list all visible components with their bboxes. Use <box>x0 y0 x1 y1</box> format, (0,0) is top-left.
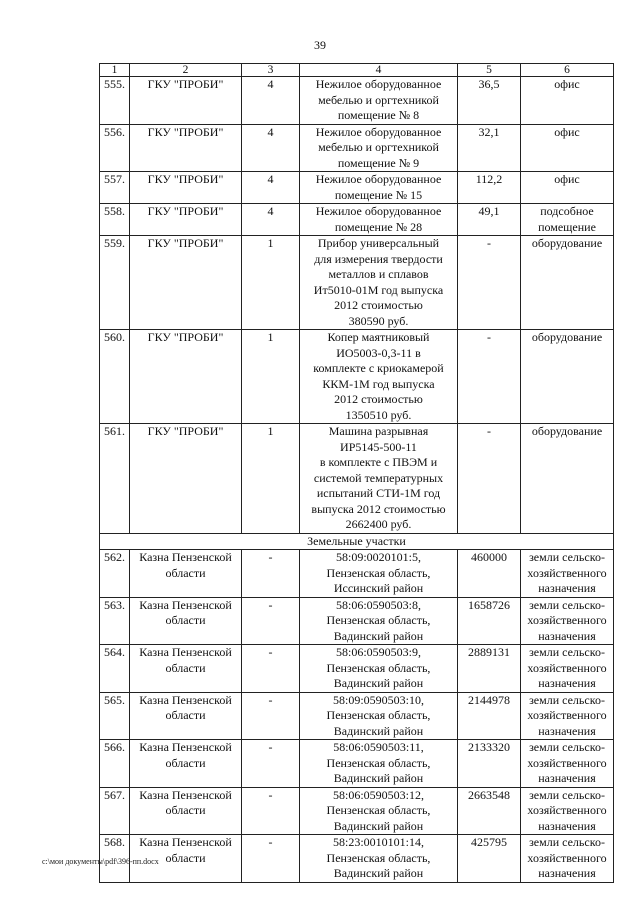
description-cell: Нежилое оборудованное мебелью и оргтехникой помещение № 9 <box>300 124 458 172</box>
row-number: 562. <box>100 550 130 598</box>
description-cell: 58:06:0590503:12, Пензенская область, Вадинский район <box>300 787 458 835</box>
column-header: 1 <box>100 64 130 77</box>
row-number: 564. <box>100 645 130 693</box>
description-cell: 58:09:0590503:10, Пензенская область, Вадинский район <box>300 692 458 740</box>
quantity-cell: - <box>242 550 300 598</box>
table-row <box>100 645 614 693</box>
table-row <box>100 204 614 236</box>
column-number-row <box>100 64 614 77</box>
quantity-cell: 4 <box>242 204 300 236</box>
quantity-cell: - <box>242 835 300 883</box>
owner-cell: ГКУ "ПРОБИ" <box>130 77 242 125</box>
table-row <box>100 124 614 172</box>
section-row <box>100 533 614 550</box>
land-plot-rows <box>100 550 614 883</box>
quantity-cell: 4 <box>242 124 300 172</box>
owner-cell: ГКУ "ПРОБИ" <box>130 172 242 204</box>
purpose-cell: офис <box>521 124 614 172</box>
purpose-cell: оборудование <box>521 424 614 534</box>
area-cell: 425795 <box>458 835 521 883</box>
owner-cell: ГКУ "ПРОБИ" <box>130 236 242 330</box>
purpose-cell: оборудование <box>521 330 614 424</box>
purpose-cell: земли сельско- хозяйственного назначения <box>521 787 614 835</box>
purpose-cell: оборудование <box>521 236 614 330</box>
area-cell: 49,1 <box>458 204 521 236</box>
quantity-cell: - <box>242 597 300 645</box>
description-cell: 58:06:0590503:11, Пензенская область, Вадинский район <box>300 740 458 788</box>
area-cell: 1658726 <box>458 597 521 645</box>
area-cell: - <box>458 424 521 534</box>
area-cell: 32,1 <box>458 124 521 172</box>
table-row <box>100 550 614 598</box>
area-cell: - <box>458 330 521 424</box>
quantity-cell: 4 <box>242 77 300 125</box>
row-number: 560. <box>100 330 130 424</box>
description-cell: Нежилое оборудованное мебелью и оргтехникой помещение № 8 <box>300 77 458 125</box>
section-row-group <box>100 533 614 550</box>
description-cell: Копер маятниковый ИО5003-0,3-11 в комплекте с криокамерой ККМ-1М год выпуска 2012 стоимостью 1350510 руб. <box>300 330 458 424</box>
description-cell: 58:06:0590503:9, Пензенская область, Вадинский район <box>300 645 458 693</box>
description-cell: 58:09:0020101:5, Пензенская область, Иссинский район <box>300 550 458 598</box>
quantity-cell: 1 <box>242 236 300 330</box>
quantity-cell: 1 <box>242 330 300 424</box>
owner-cell: Казна Пензенской области <box>130 835 242 883</box>
column-header: 5 <box>458 64 521 77</box>
column-header: 6 <box>521 64 614 77</box>
quantity-cell: 1 <box>242 424 300 534</box>
description-cell: Машина разрывная ИР5145-500-11 в комплекте с ПВЭМ и системой температурных испытаний СТИ-1М год выпуска 2012 стоимостью 2662400 руб. <box>300 424 458 534</box>
area-cell: - <box>458 236 521 330</box>
owner-cell: ГКУ "ПРОБИ" <box>130 424 242 534</box>
area-cell: 36,5 <box>458 77 521 125</box>
row-number: 561. <box>100 424 130 534</box>
owner-cell: Казна Пензенской области <box>130 645 242 693</box>
row-number: 558. <box>100 204 130 236</box>
table-row <box>100 835 614 883</box>
row-number: 557. <box>100 172 130 204</box>
row-number: 567. <box>100 787 130 835</box>
quantity-cell: - <box>242 692 300 740</box>
area-cell: 112,2 <box>458 172 521 204</box>
table-row <box>100 424 614 534</box>
area-cell: 460000 <box>458 550 521 598</box>
table-row <box>100 740 614 788</box>
column-header: 2 <box>130 64 242 77</box>
description-cell: 58:23:0010101:14, Пензенская область, Вадинский район <box>300 835 458 883</box>
quantity-cell: - <box>242 740 300 788</box>
description-cell: Прибор универсальный для измерения твердости металлов и сплавов Ит5010-01М год выпуска 2012 стоимостью 380590 руб. <box>300 236 458 330</box>
table-row <box>100 787 614 835</box>
table-row <box>100 330 614 424</box>
property-registry-table <box>99 63 614 883</box>
row-number: 555. <box>100 77 130 125</box>
table-row <box>100 172 614 204</box>
owner-cell: Казна Пензенской области <box>130 692 242 740</box>
table-row <box>100 597 614 645</box>
page-number: 39 <box>314 38 326 52</box>
row-number: 566. <box>100 740 130 788</box>
owner-cell: ГКУ "ПРОБИ" <box>130 204 242 236</box>
description-cell: 58:06:0590503:8, Пензенская область, Вадинский район <box>300 597 458 645</box>
area-cell: 2889131 <box>458 645 521 693</box>
area-cell: 2144978 <box>458 692 521 740</box>
table-row <box>100 236 614 330</box>
purpose-cell: земли сельско- хозяйственного назначения <box>521 645 614 693</box>
owner-cell: Казна Пензенской области <box>130 550 242 598</box>
area-cell: 2133320 <box>458 740 521 788</box>
file-path-footer: c:\мои документы\pdf\396-пп.docx <box>42 857 159 866</box>
description-cell: Нежилое оборудованное помещение № 28 <box>300 204 458 236</box>
equipment-rows <box>100 77 614 534</box>
row-number: 556. <box>100 124 130 172</box>
purpose-cell: земли сельско- хозяйственного назначения <box>521 740 614 788</box>
owner-cell: ГКУ "ПРОБИ" <box>130 330 242 424</box>
row-number: 563. <box>100 597 130 645</box>
section-title: Земельные участки <box>100 533 614 550</box>
purpose-cell: подсобное помещение <box>521 204 614 236</box>
row-number: 559. <box>100 236 130 330</box>
table-row <box>100 77 614 125</box>
row-number: 565. <box>100 692 130 740</box>
purpose-cell: земли сельско- хозяйственного назначения <box>521 835 614 883</box>
description-cell: Нежилое оборудованное помещение № 15 <box>300 172 458 204</box>
purpose-cell: офис <box>521 77 614 125</box>
column-header: 3 <box>242 64 300 77</box>
area-cell: 2663548 <box>458 787 521 835</box>
owner-cell: Казна Пензенской области <box>130 740 242 788</box>
table-row <box>100 692 614 740</box>
owner-cell: Казна Пензенской области <box>130 787 242 835</box>
column-header: 4 <box>300 64 458 77</box>
row-number: 568. <box>100 835 130 883</box>
purpose-cell: офис <box>521 172 614 204</box>
quantity-cell: 4 <box>242 172 300 204</box>
purpose-cell: земли сельско- хозяйственного назначения <box>521 692 614 740</box>
purpose-cell: земли сельско- хозяйственного назначения <box>521 550 614 598</box>
quantity-cell: - <box>242 645 300 693</box>
purpose-cell: земли сельско- хозяйственного назначения <box>521 597 614 645</box>
owner-cell: Казна Пензенской области <box>130 597 242 645</box>
quantity-cell: - <box>242 787 300 835</box>
owner-cell: ГКУ "ПРОБИ" <box>130 124 242 172</box>
